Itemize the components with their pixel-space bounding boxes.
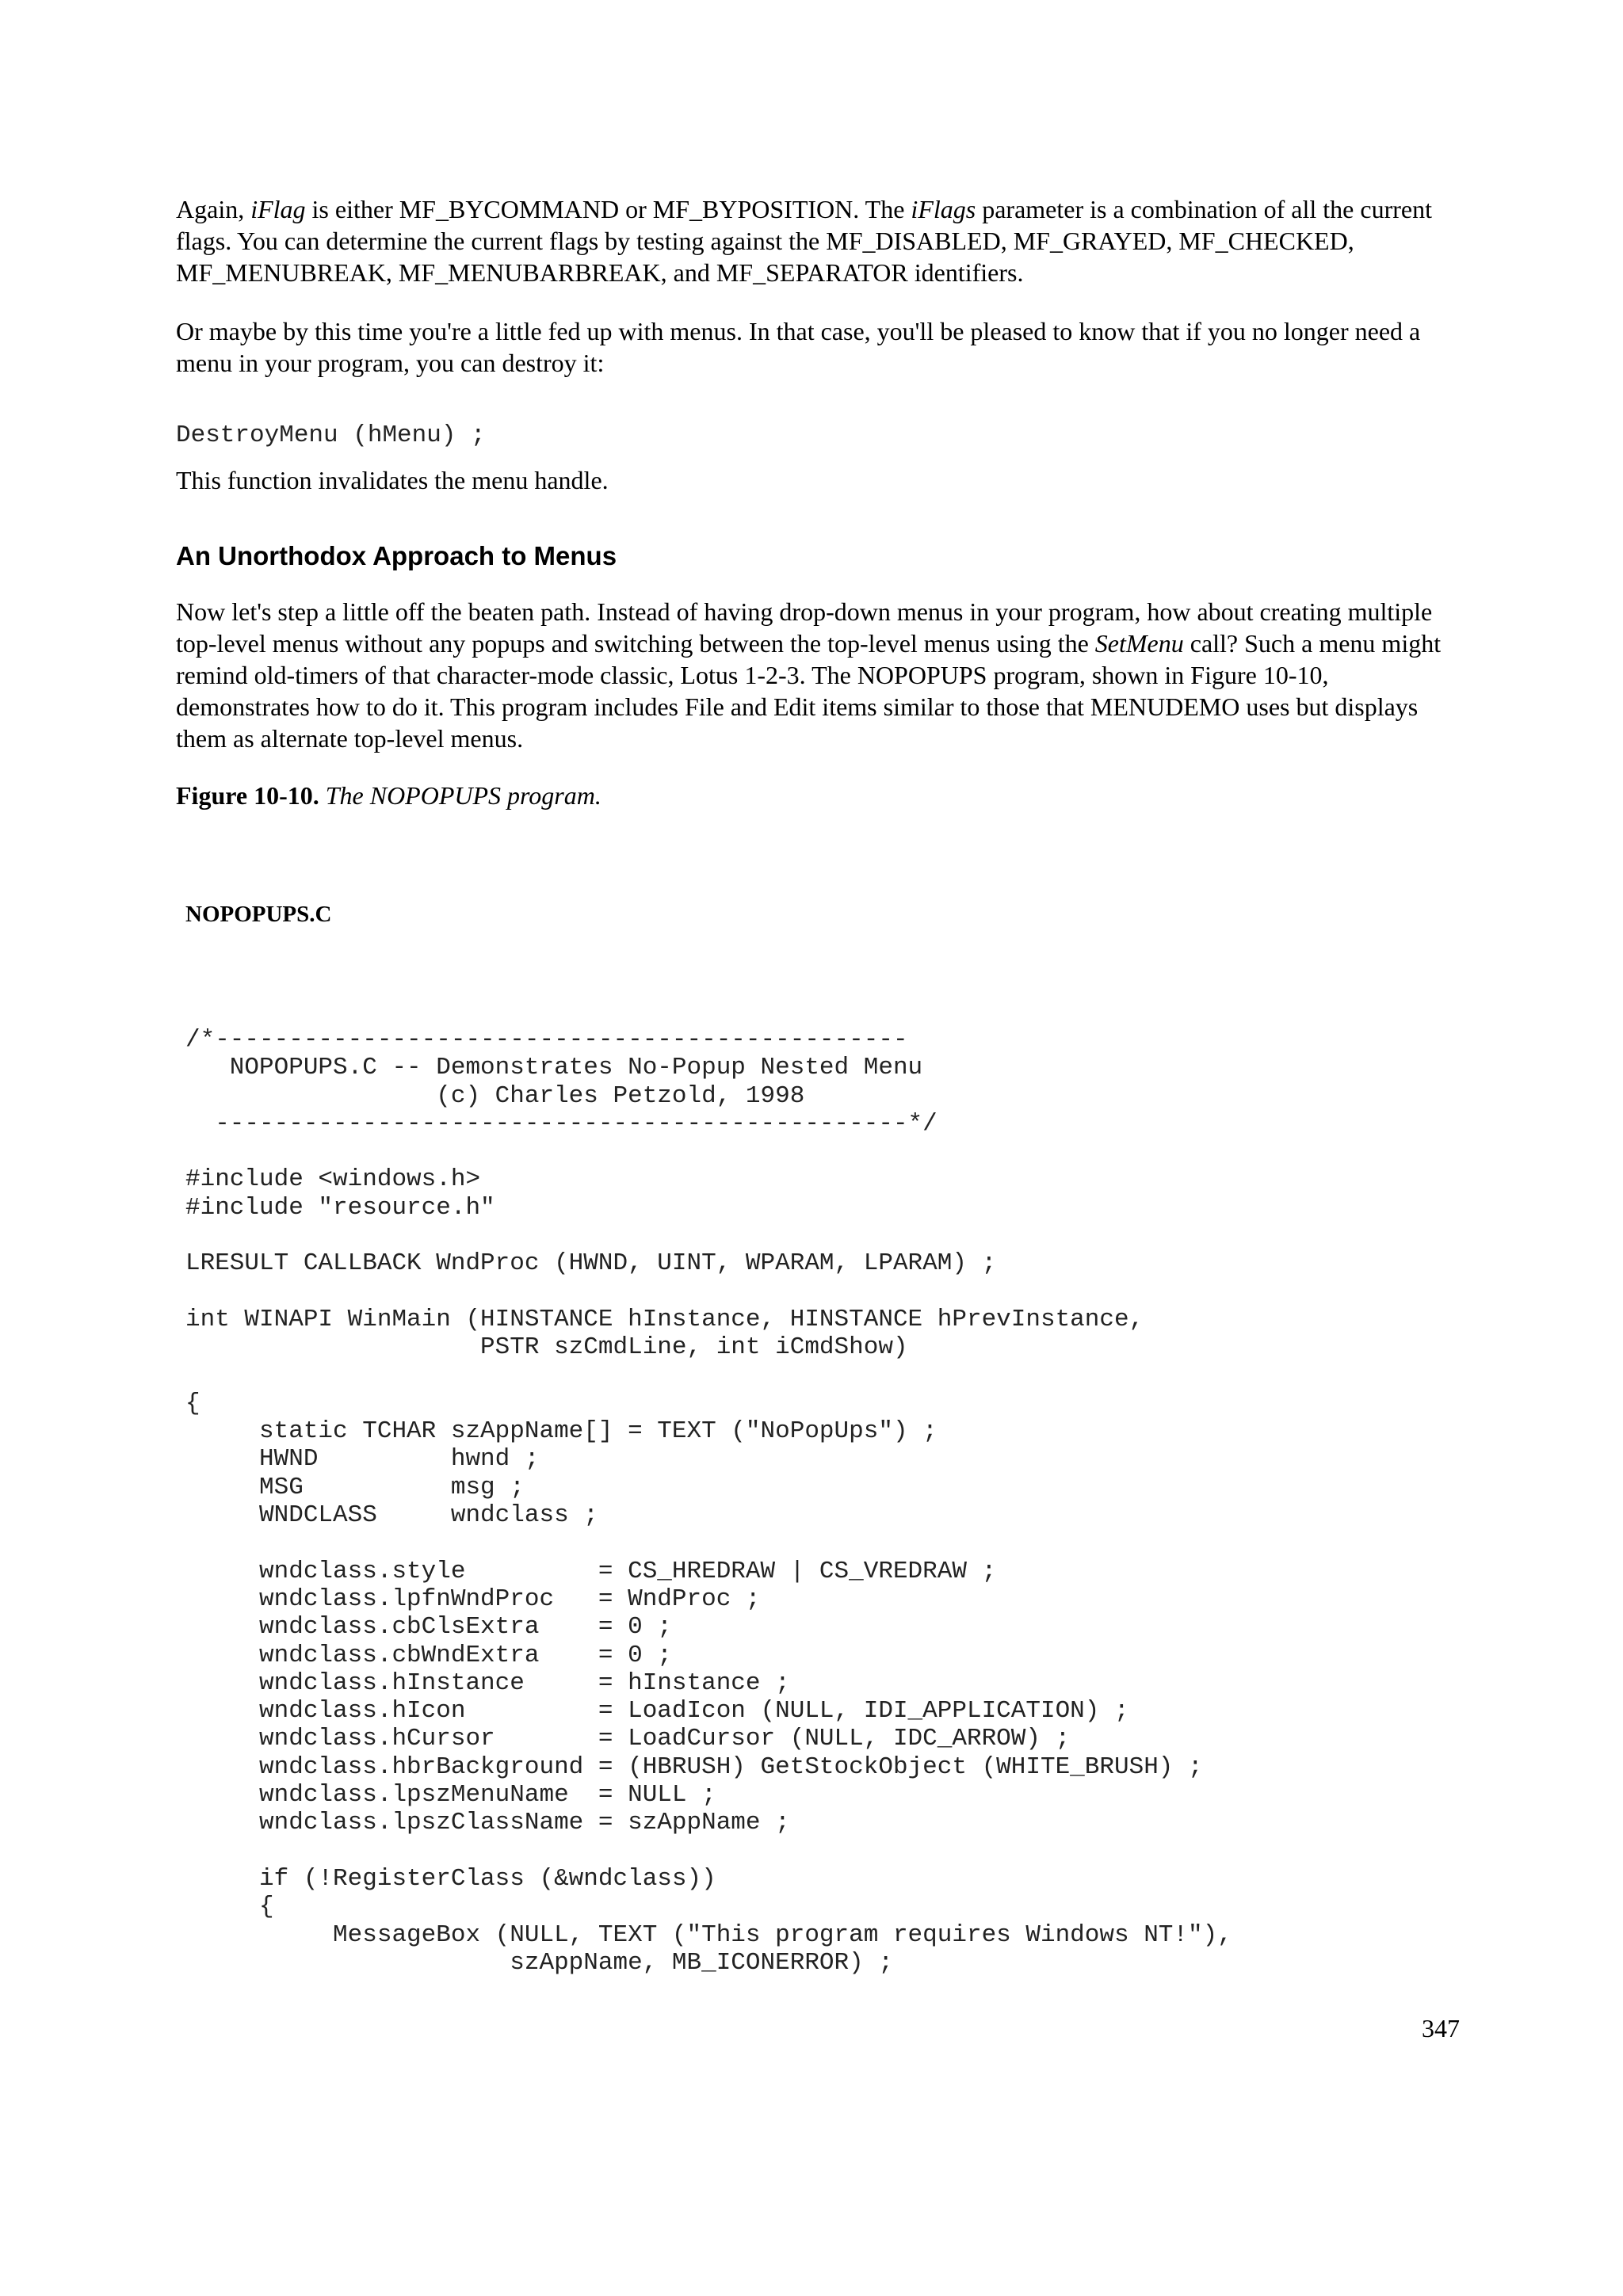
paragraph-flags-text-2: is either MF_BYCOMMAND or MF_BYPOSITION. The [305, 195, 911, 223]
figure-caption [176, 780, 601, 811]
paragraph-nopopups-text-1: Now let's step a little off the beaten path. Instead of having drop-down menus in your program, how about creating multiple top-level menus without any popups and switching between the top-level menus using the [176, 597, 1433, 658]
section-heading: An Unorthodox Approach to Menus [176, 541, 617, 570]
paragraph-flags-text-3: parameter is a combination of all the current flags. You can determine the current flags by testing against the MF_DISABLED, MF_GRAYED, MF_CHECKED, MF_MENUBREAK, MF_MENUBARBREAK, and MF_SEPARATOR identifiers. [176, 195, 1432, 287]
code-destroymenu: DestroyMenu (hMenu) ; [176, 421, 486, 449]
paragraph-invalidate: This function invalidates the menu handle. [176, 466, 609, 494]
paragraph-flags-text-1: Again, [176, 195, 251, 223]
iflag-term: iFlag [250, 195, 306, 223]
figure-title: The NOPOPUPS program. [319, 781, 601, 810]
listing-file-name: NOPOPUPS.C [185, 902, 332, 927]
setmenu-term: SetMenu [1094, 629, 1184, 658]
code-listing: /*----------------------------------------------- NOPOPUPS.C -- Demonstrates No-Popup Nested Menu (c) Charles Petzold, 1998 -----------------------------------------------*/ #include <windows.h> #include "resource.h" LRESULT CALLBACK WndProc (HWND, UINT, WPARAM, LPARAM) ; int WINAPI WinMain (HINSTANCE hInstance, HINSTANCE hPrevInstance, PSTR szCmdLine, int iCmdShow) { static TCHAR szAppName[] = TEXT ("NoPopUps") ; HWND hwnd ; MSG msg ; WNDCLASS wndclass ; wndclass.style = CS_HREDRAW | CS_VREDRAW ; wndclass.lpfnWndProc = WndProc ; wndclass.cbClsExtra = 0 ; wndclass.cbWndExtra = 0 ; wndclass.hInstance = hInstance ; wndclass.hIcon = LoadIcon (NULL, IDI_APPLICATION) ; wndclass.hCursor = LoadCursor (NULL, IDC_ARROW) ; wndclass.hbrBackground = (HBRUSH) GetStockObject (WHITE_BRUSH) ; wndclass.lpszMenuName = NULL ; wndclass.lpszClassName = szAppName ; if (!RegisterClass (&wndclass)) { MessageBox (NULL, TEXT ("This program requires Windows NT!"), szAppName, MB_ICONERROR) ; [185, 1026, 1232, 1977]
paragraph-nopopups-text-2: call? Such a menu might remind old-timers of that character-mode classic, Lotus 1-2-3. The NOPOPUPS program, shown in Figure 10-10, demonstrates how to do it. This program includes File and Edit items similar to those that MENUDEMO uses but displays them as alternate top-level menus. [176, 629, 1442, 753]
figure-label: Figure 10-10. [176, 781, 319, 810]
paragraph-nopopups [176, 596, 1460, 754]
iflags-term: iFlags [911, 195, 976, 223]
page-number: 347 [1422, 2014, 1460, 2042]
paragraph-destroy-intro: Or maybe by this time you're a little fed up with menus. In that case, you'll be pleased to know that if you no longer need a menu in your program, you can destroy it: [176, 317, 1421, 377]
paragraph-flags [176, 193, 1460, 288]
